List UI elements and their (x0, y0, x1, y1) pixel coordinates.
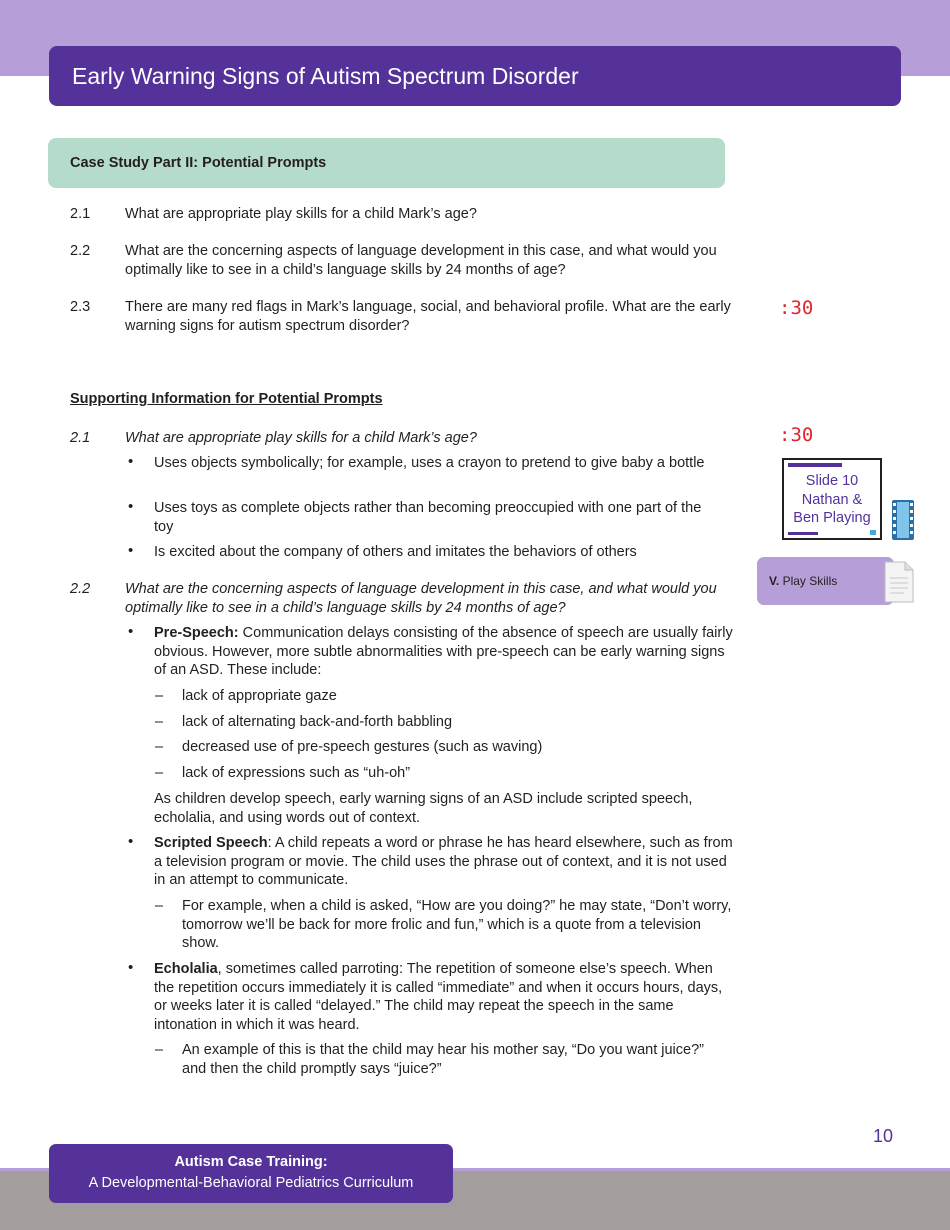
footer-line-1: Autism Case Training: (174, 1154, 328, 1170)
scripted-speech-text: : A child repeats a word or phrase he has heard elsewhere, such as from a television program or movie. The child uses the phrase out of context, and it is not used in an attempt to communicate. (154, 835, 733, 888)
sub-list-item: – decreased use of pre-speech gestures (such as waving) (182, 738, 732, 757)
footer-line-2: A Developmental-Behavioral Pediatrics Curriculum (88, 1175, 414, 1191)
prompt-number: 2.3 (70, 299, 91, 315)
support-question: What are the concerning aspects of language development in this case, and what would you optimally like to see in a child’s language skills by 24 months of age? (125, 581, 717, 616)
slide-title-line: Nathan & (801, 491, 863, 508)
sub-list-item: – For example, when a child is asked, “How are you doing?” he may state, “Don’t worry, tomorrow we’ll be back for more frolic and fun,” which is a quote from a television show. (182, 897, 732, 953)
page-number: 10 (873, 1126, 894, 1146)
list-item (154, 624, 734, 680)
page-title: Early Warning Signs of Autism Spectrum Disorder (49, 46, 901, 106)
case-study-heading: Case Study Part II: Potential Prompts (48, 138, 725, 188)
prompt-text: What are appropriate play skills for a child Mark’s age? (125, 206, 477, 222)
support-question: What are appropriate play skills for a child Mark’s age? (125, 430, 477, 446)
slide-title-line: Ben Playing (793, 510, 871, 526)
list-item (154, 960, 734, 1034)
sub-list-item: – lack of expressions such as “uh-oh” (182, 764, 732, 783)
support-number: 2.1 (70, 430, 91, 446)
list-item: • Is excited about the company of others and imitates the behaviors of others (154, 543, 724, 562)
prompt-number: 2.2 (70, 243, 91, 259)
support-number: 2.2 (70, 581, 91, 597)
timer-label: :30 (779, 297, 814, 319)
prompt-text: What are the concerning aspects of language development in this case, and what would you optimally like to see in a child’s language skills by 24 months of age? (125, 243, 717, 278)
term-pre-speech: Pre-Speech: (154, 625, 239, 641)
slide-footer-bar (788, 532, 818, 535)
slide-title (784, 472, 880, 528)
slide-title-line: Slide 10 (805, 473, 859, 489)
prompt-text: There are many red flags in Mark’s language, social, and behavioral profile. What are the early warning signs for autism spectrum disorder? (125, 299, 731, 334)
prompt-number: 2.1 (70, 206, 91, 222)
sub-list-item: – An example of this is that the child may hear his mother say, “Do you want juice?” and then the child promptly says “juice?” (182, 1041, 732, 1078)
slide-logo-icon (870, 530, 876, 535)
term-echolalia: Echolalia (154, 961, 218, 977)
slide-header-bar (788, 463, 842, 467)
pre-speech-text: Communication delays consisting of the absence of speech are usually fairly obvious. However, more subtle abnormalities with pre-speech can be early warning signs of an ASD. These include: (154, 625, 733, 678)
section-tab-play-skills[interactable] (757, 557, 894, 605)
supporting-heading: Supporting Information for Potential Prompts (70, 391, 383, 407)
tab-label: Play Skills (779, 574, 838, 588)
echolalia-text: , sometimes called parroting: The repetition of someone else’s speech. When the repetition occurs immediately it is called “immediate” and when it occurs hours, days, or weeks later it is called “delayed.” The child may repeat the speech in the same intonation in which it was heard. (154, 961, 723, 1033)
sub-list-item: – lack of appropriate gaze (182, 687, 732, 706)
tab-prefix: V. (769, 574, 780, 588)
footer-title (49, 1144, 453, 1203)
list-item: • Uses objects symbolically; for example, uses a crayon to pretend to give baby a bottle (154, 454, 724, 473)
list-item (154, 834, 734, 890)
document-icon[interactable] (882, 560, 916, 604)
film-strip-icon[interactable] (892, 500, 914, 540)
term-scripted-speech: Scripted Speech (154, 835, 268, 851)
timer-label: :30 (779, 424, 814, 446)
sub-list-item: – lack of alternating back-and-forth babbling (182, 713, 732, 732)
paragraph: As children develop speech, early warning signs of an ASD include scripted speech, echolalia, and using words out of context. (154, 791, 693, 826)
list-item: • Uses toys as complete objects rather than becoming preoccupied with one part of the toy (154, 499, 724, 536)
slide-thumbnail[interactable] (782, 458, 882, 540)
